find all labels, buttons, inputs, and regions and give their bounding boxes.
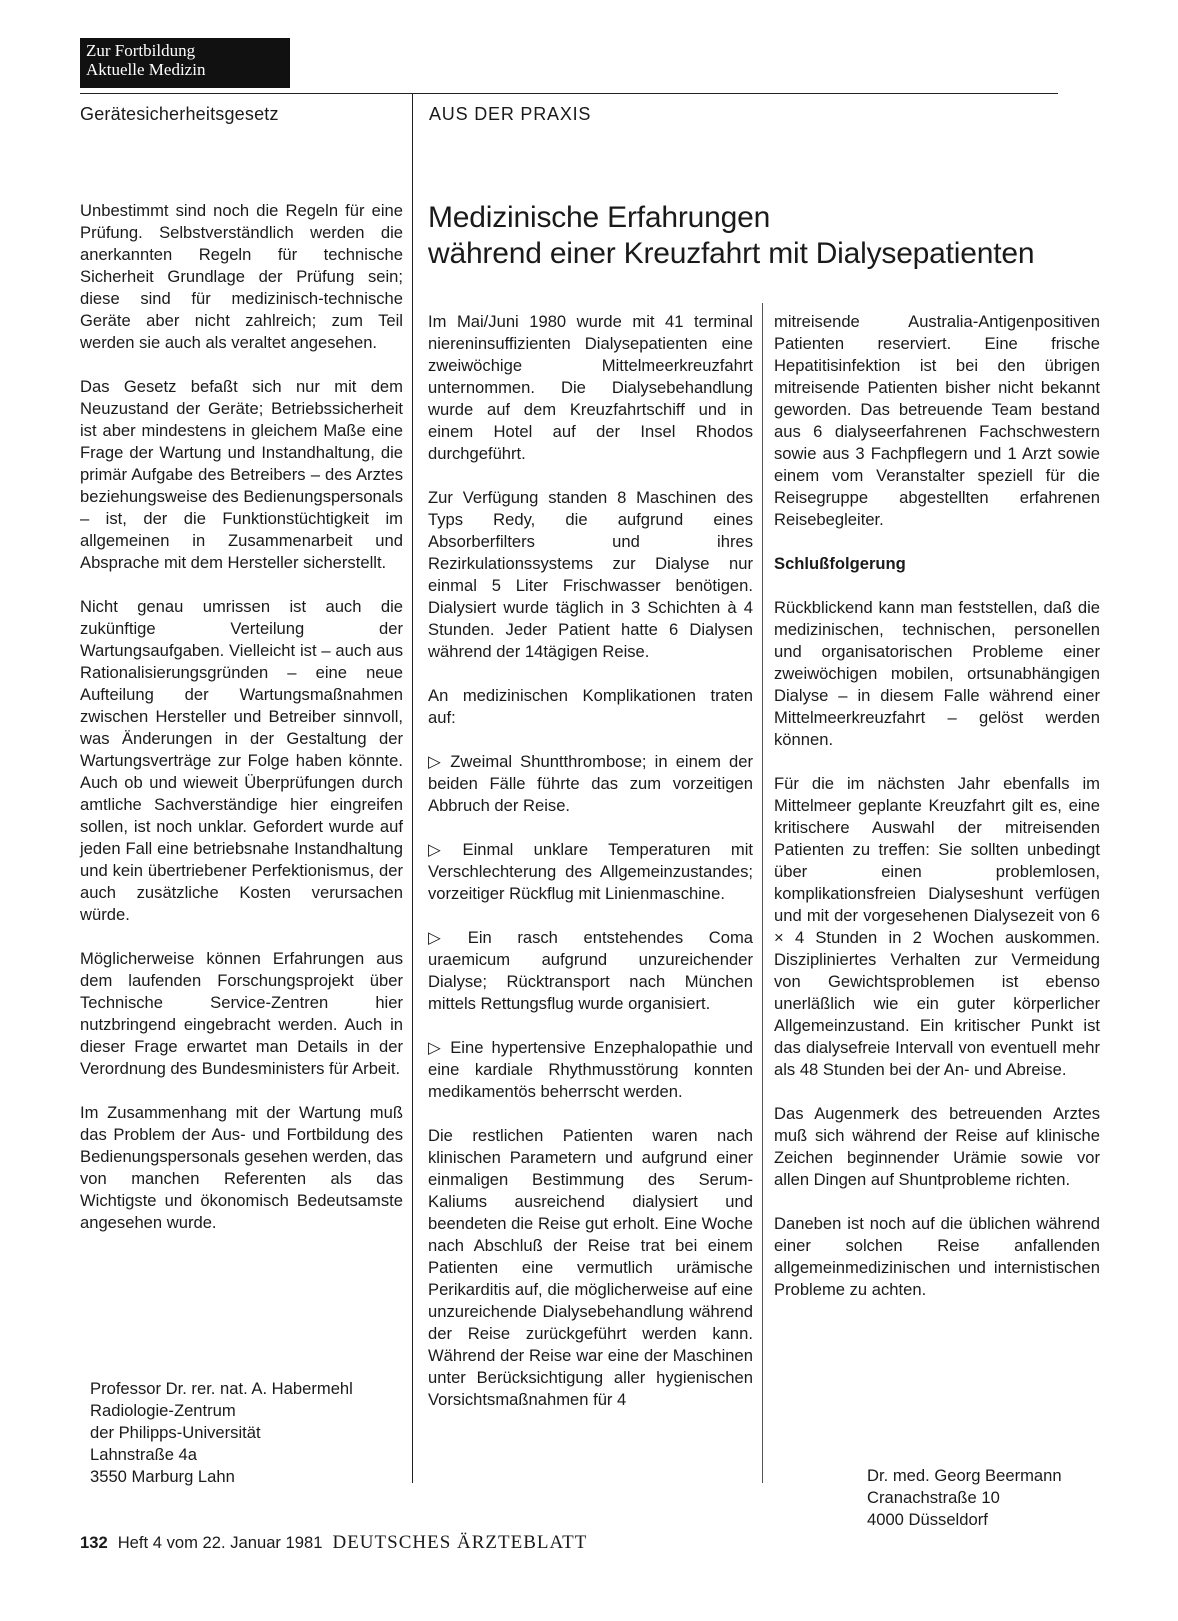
- author-signature-right: [867, 1465, 1062, 1531]
- section-header-left: Gerätesicherheitsgesetz: [80, 104, 279, 124]
- section-header-right: AUS DER PRAXIS: [429, 104, 592, 124]
- left-paragraph: Unbestimmt sind noch die Regeln für eine Prüfung. Selbstverständlich werden die anerkannten Regeln für technische Sicherheit Grundlage der Prüfung sein; diese sind für medizinisch-technische Geräte aber nicht zahlreich; zum Teil werden sie auch als veraltet angesehen.: [80, 201, 403, 352]
- header-rule: [80, 93, 1058, 94]
- section-badge: [80, 38, 290, 88]
- column-divider-left: [412, 93, 413, 1483]
- article-title-line-2: während einer Kreuzfahrt mit Dialysepatienten: [428, 237, 1035, 270]
- signature-line: Cranachstraße 10: [867, 1488, 1000, 1507]
- complication-item: [428, 751, 753, 817]
- subheading-conclusion: Schlußfolgerung: [774, 554, 906, 573]
- left-paragraph: Im Zusammenhang mit der Wartung muß das Problem der Aus- und Fortbildung des Bedienungspersonals gesehen werden, das von manchen Referenten als das Wichtigste und ökonomisch Bedeutsamste angesehen wurde.: [80, 1103, 403, 1232]
- middle-paragraph: An medizinischen Komplikationen traten auf:: [428, 686, 753, 727]
- signature-line: Radiologie-Zentrum: [90, 1401, 236, 1420]
- triangle-bullet-icon: ▷: [428, 752, 445, 771]
- signature-line: Dr. med. Georg Beermann: [867, 1466, 1062, 1485]
- page-footer: [80, 1532, 587, 1554]
- triangle-bullet-icon: ▷: [428, 840, 457, 859]
- badge-line-1: Zur Fortbildung: [86, 41, 196, 60]
- middle-paragraph: Zur Verfügung standen 8 Maschinen des Typs Redy, die aufgrund eines Absorberfilters und ihres Rezirkulationssystems zur Dialyse nur einmal 5 Liter Frischwasser benötigen. Dialysiert wurde täglich in 3 Schichten à 4 Stunden. Jeder Patient hatte 6 Dialysen während der 14tägigen Reise.: [428, 488, 753, 661]
- article-title-line-1: Medizinische Erfahrungen: [428, 201, 771, 234]
- right-paragraph: Das Augenmerk des betreuenden Arztes muß sich während der Reise auf klinische Zeichen beginnender Urämie sowie vor allen Dingen auf Shuntprobleme richten.: [774, 1104, 1100, 1189]
- right-paragraph: Daneben ist noch auf die üblichen während einer solchen Reise anfallenden allgemeinmedizinischen und internistischen Probleme zu achten.: [774, 1214, 1100, 1299]
- complication-text: Zweimal Shuntthrombose; in einem der beiden Fälle führte das zum vorzeitigen Abbruch der Reise.: [428, 752, 753, 815]
- journal-name: DEUTSCHES ÄRZTEBLATT: [332, 1532, 588, 1553]
- complication-item: [428, 927, 753, 1015]
- complication-text: Eine hypertensive Enzephalopathie und eine kardiale Rhythmusstörung konnten medikamentös beherrscht werden.: [428, 1038, 754, 1101]
- author-signature-left: [90, 1378, 353, 1488]
- triangle-bullet-icon: ▷: [428, 928, 462, 947]
- complication-item: [428, 1037, 753, 1103]
- signature-line: Professor Dr. rer. nat. A. Habermehl: [90, 1379, 353, 1398]
- middle-column: [428, 311, 753, 1411]
- complication-text: Ein rasch entstehendes Coma uraemicum aufgrund unzureichender Dialyse; Rücktransport nach München mittels Rettungsflug wurde organisiert.: [428, 928, 753, 1013]
- right-paragraph: Für die im nächsten Jahr ebenfalls im Mittelmeer geplante Kreuzfahrt gilt es, eine kritischere Auswahl der mitreisenden Patienten zu treffen: Sie sollten unbedingt über einen problemlosen, komplikationsfreien Dialyseshunt verfügen und mit der vorgesehenen Dialysezeit von 6 × 4 Stunden in 2 Wochen auskommen. Diszipliniertes Verhalten zur Vermeidung von Gewichtsproblemen ist ebenso unerläßlich wie ein guter körperlicher Allgemeinzustand. Ein kritischer Punkt ist das dialysefreie Intervall von eventuell mehr als 48 Stunden bei der An- und Abreise.: [774, 774, 1100, 1079]
- signature-line: 4000 Düsseldorf: [867, 1510, 988, 1529]
- left-paragraph: Nicht genau umrissen ist auch die zukünftige Verteilung der Wartungsaufgaben. Vielleicht ist – auch aus Rationalisierungsgründen – eine neue Aufteilung der Wartungsmaßnahmen zwischen Hersteller und Betreiber sinnvoll, was Änderungen in der Gestaltung der Wartungsverträge zur Folge haben könnte. Auch ob und wieweit Überprüfungen durch amtliche Sachverständige hier eingreifen sollen, ist noch unklar. Gefordert wurde auf jeden Fall eine betriebsnahe Instandhaltung und kein übertriebener Perfektionismus, der auch zusätzliche Kosten verursachen würde.: [80, 597, 403, 924]
- page-number: 132: [80, 1533, 108, 1552]
- right-intro-paragraph: mitreisende Australia-Antigenpositiven Patienten reserviert. Eine frische Hepatitisinfektion ist bei den übrigen mitreisende Patienten bisher nicht bekannt geworden. Das betreuende Team bestand aus 6 dialyseerfahrenen Fachschwestern sowie aus 3 Fachpflegern und 1 Arzt sowie einem vom Veranstalter speziell für die Reisegruppe abgestellten erfahrenen Reisebegleiter.: [774, 312, 1100, 529]
- signature-line: 3550 Marburg Lahn: [90, 1467, 235, 1486]
- right-paragraph: Rückblickend kann man feststellen, daß die medizinischen, technischen, personellen und organisatorischen Probleme einer zweiwöchigen mobilen, ortsunabhängigen Dialyse – in diesem Falle während einer Mittelmeerkreuzfahrt – gelöst werden können.: [774, 598, 1100, 749]
- middle-closing-paragraph: Die restlichen Patienten waren nach klinischen Parametern und aufgrund einer einmaligen Bestimmung des Serum-Kaliums ausreichend dialysiert und beendeten die Reise gut erholt. Eine Woche nach Abschluß der Reise trat bei einem Patienten eine vermutlich urämische Perikarditis auf, die möglicherweise auf eine unzureichende Dialysebehandlung während der Reise zurückgeführt werden kann. Während der Reise war eine der Maschinen unter Berücksichtigung aller hygienischen Vorsichtsmaßnahmen für 4: [428, 1126, 753, 1409]
- complication-text: Einmal unklare Temperaturen mit Verschlechterung des Allgemeinzustandes; vorzeitiger Rückflug mit Linienmaschine.: [428, 840, 753, 903]
- right-column: [774, 311, 1100, 1301]
- article-title: [428, 200, 1128, 272]
- signature-line: der Philipps-Universität: [90, 1423, 261, 1442]
- column-divider-middle: [762, 303, 763, 1483]
- issue-info: Heft 4 vom 22. Januar 1981: [117, 1533, 323, 1552]
- left-paragraph: Möglicherweise können Erfahrungen aus dem laufenden Forschungsprojekt über Technische Service-Zentren hier nutzbringend eingebracht werden. Auch in dieser Frage erwartet man Details in der Verordnung des Bundesministers für Arbeit.: [80, 949, 403, 1078]
- left-column: [80, 200, 403, 1256]
- badge-line-2: Aktuelle Medizin: [86, 60, 206, 79]
- left-paragraph: Das Gesetz befaßt sich nur mit dem Neuzustand der Geräte; Betriebssicherheit ist aber mindestens in gleichem Maße eine Frage der Wartung und Instandhaltung, die primär Aufgabe des Betreibers – des Arztes beziehungsweise des Bedienungspersonals – ist, der die Funktionstüchtigkeit im allgemeinen in Zusammenarbeit und Absprache mit dem Hersteller sicherstellt.: [80, 377, 403, 572]
- signature-line: Lahnstraße 4a: [90, 1445, 198, 1464]
- complication-item: [428, 839, 753, 905]
- triangle-bullet-icon: ▷: [428, 1038, 445, 1057]
- middle-paragraph: Im Mai/Juni 1980 wurde mit 41 terminal niereninsuffizienten Dialysepatienten eine zweiwöchige Mittelmeerkreuzfahrt unternommen. Die Dialysebehandlung wurde auf dem Kreuzfahrtschiff und in einem Hotel auf der Insel Rhodos durchgeführt.: [428, 312, 753, 463]
